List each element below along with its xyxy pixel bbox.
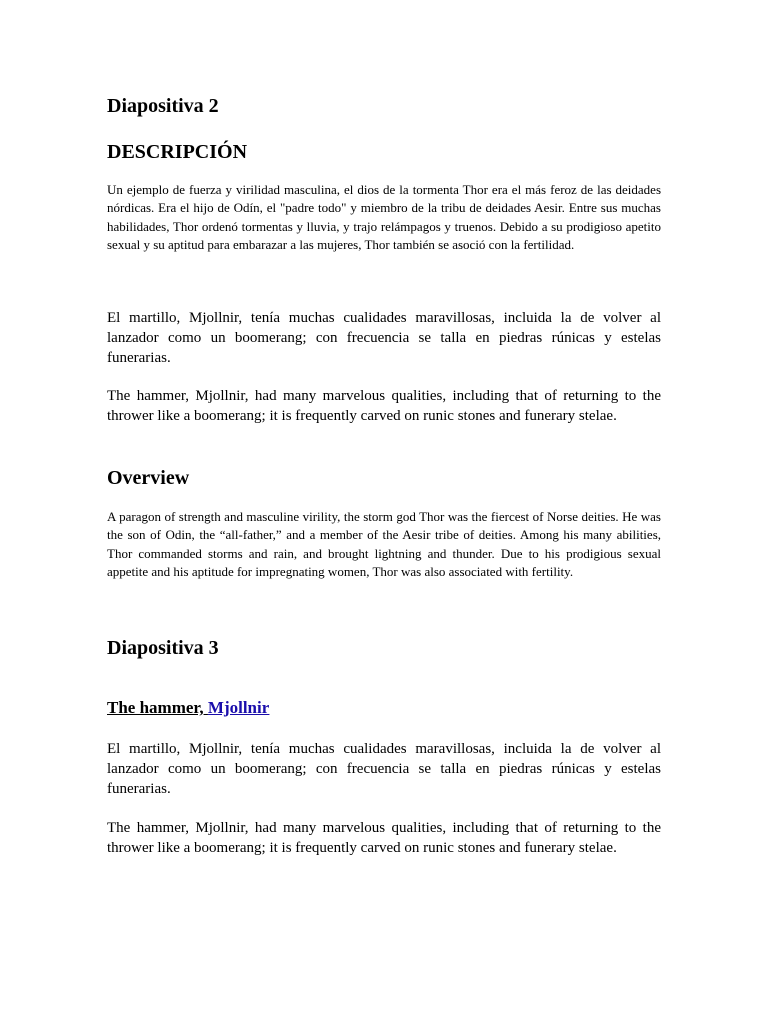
overview-paragraph: A paragon of strength and masculine virility, the storm god Thor was the fiercest of Norse deities. He was the son of Odin, the “all-father,” and a member of the Aesir tribe of deities. Among his many abilities, Thor commanded storms and rain, and brought lightning and thunder. Due to his prodigious sexual appetite and his aptitude for impregnating women, Thor was also associated with fertility. — [107, 509, 661, 579]
overview-heading: Overview — [107, 467, 190, 489]
slide-3-title: Diapositiva 3 — [107, 637, 219, 659]
hammer-heading-prefix: The hammer, — [107, 698, 208, 717]
hammer-paragraph-1: The hammer, Mjollnir, had many marvelous qualities, including that of returning to the thrower like a boomerang; it is frequently carved on runic stones and funerary stelae. — [107, 388, 661, 424]
hammer-heading — [107, 697, 269, 719]
descripcion-heading: DESCRIPCIÓN — [107, 141, 248, 163]
hammer-paragraph-2: The hammer, Mjollnir, had many marvelous qualities, including that of returning to the thrower like a boomerang; it is frequently carved on runic stones and funerary stelae. — [107, 820, 661, 856]
descripcion-paragraph: Un ejemplo de fuerza y virilidad masculina, el dios de la tormenta Thor era el más feroz de las deidades nórdicas. Era el hijo de Odín, el "padre todo" y miembro de la tribu de deidades Aesir. Entre sus muchas habilidades, Thor ordenó tormentas y lluvia, y trajo relámpagos y truenos. Debido a su prodigioso apetito sexual y su aptitud para embarazar a las mujeres, Thor también se asoció con la fertilidad. — [107, 182, 661, 252]
mjollnir-link[interactable]: Mjollnir — [207, 698, 270, 717]
martillo-paragraph-1: El martillo, Mjollnir, tenía muchas cualidades maravillosas, incluida la de volver al lanzador como un boomerang; con frecuencia se talla en piedras rúnicas y estelas funerarias. — [107, 310, 661, 366]
martillo-paragraph-2: El martillo, Mjollnir, tenía muchas cualidades maravillosas, incluida la de volver al lanzador como un boomerang; con frecuencia se talla en piedras rúnicas y estelas funerarias. — [107, 741, 661, 797]
slide-2-title: Diapositiva 2 — [107, 95, 219, 117]
